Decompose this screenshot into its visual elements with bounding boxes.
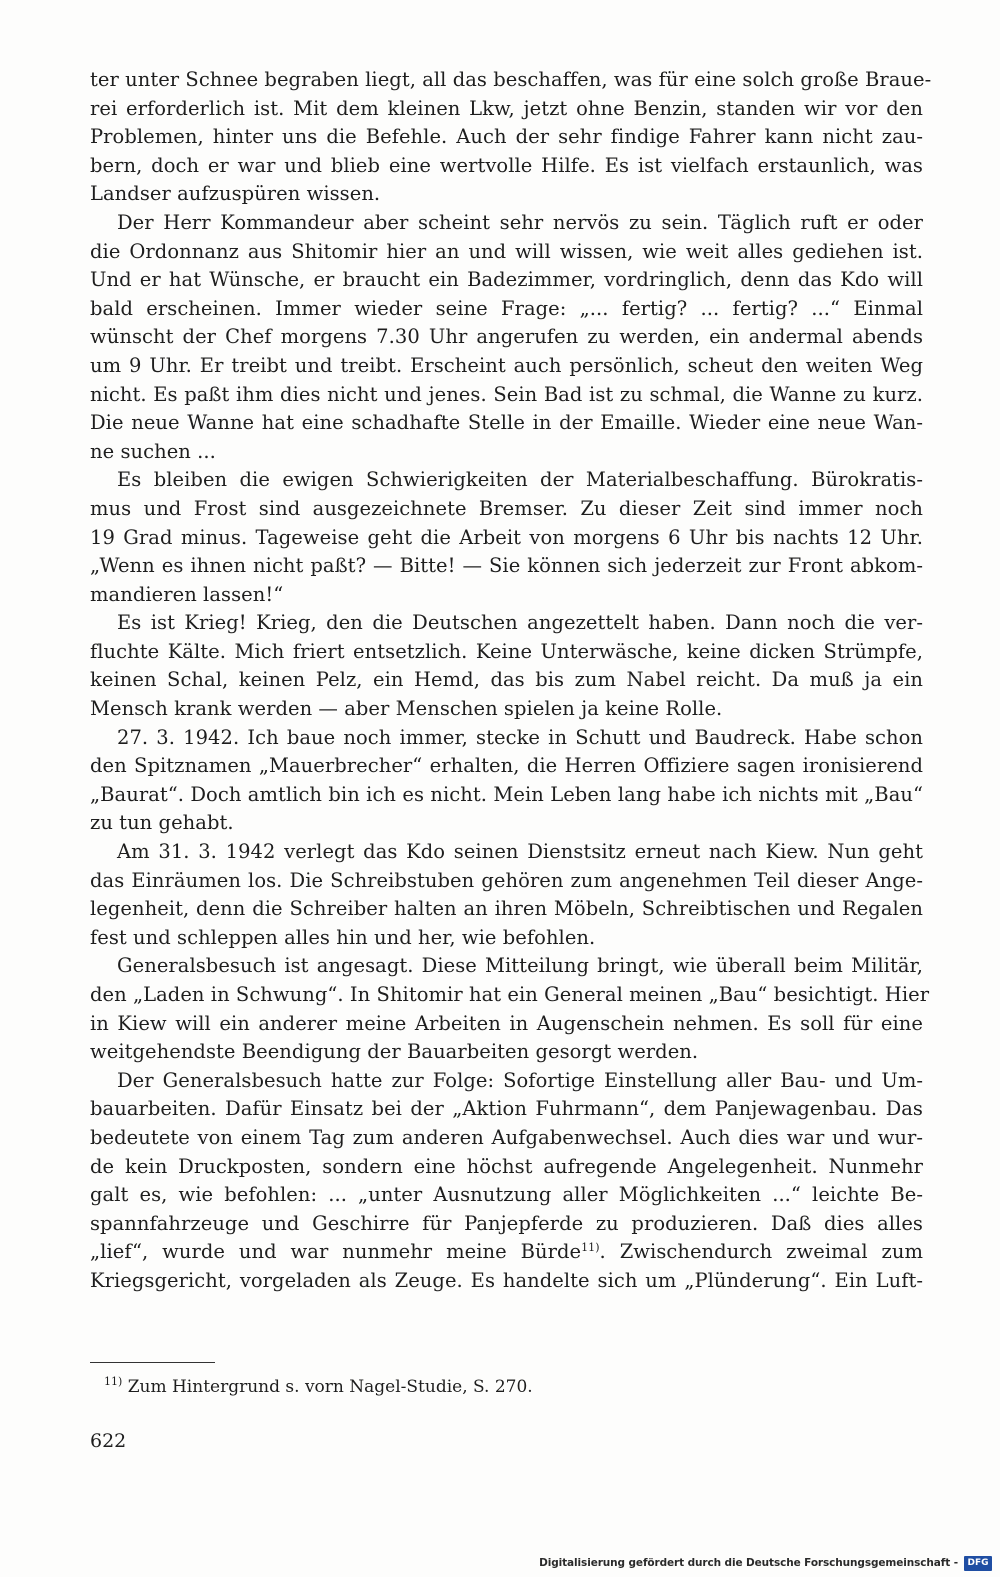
text-line: bald erscheinen. Immer wieder seine Frage: „... fertig? ... fertig? ...“ Einmal	[90, 296, 923, 320]
text-line: Mensch krank werden — aber Menschen spielen ja keine Rolle.	[90, 697, 723, 721]
footnote-reference[interactable]: 11)	[581, 1241, 600, 1255]
text-line: „Baurat“. Doch amtlich bin ich es nicht. Mein Leben lang habe ich nichts mit „Bau“	[90, 782, 923, 806]
text-line-with-footnote-ref	[90, 1238, 923, 1267]
text-line: spannfahrzeuge und Geschirre für Panjepferde zu produzieren. Daß dies alles	[90, 1211, 923, 1235]
text-line: das Einräumen los. Die Schreibstuben gehören zum angenehmen Teil dieser Ange-	[90, 868, 923, 892]
text-line: de kein Druckposten, sondern eine höchst aufregende Angelegenheit. Nunmehr	[90, 1154, 923, 1178]
text-line: „Wenn es ihnen nicht paßt? — Bitte! — Sie können sich jederzeit zur Front abkom-	[90, 554, 923, 578]
text-line: bauarbeiten. Dafür Einsatz bei der „Aktion Fuhrmann“, dem Panjewagenbau. Das	[90, 1097, 923, 1121]
footnote-text: Zum Hintergrund s. vorn Nagel-Studie, S. 270.	[122, 1377, 533, 1397]
footnote-divider	[90, 1362, 215, 1363]
dfg-logo-icon: DFG	[964, 1556, 992, 1571]
funding-notice	[539, 1554, 992, 1572]
footnote-marker: 11)	[104, 1375, 123, 1388]
text-line: galt es, wie befohlen: ... „unter Ausnutzung aller Möglichkeiten ...“ leichte Be-	[90, 1183, 923, 1207]
text-line: fest und schleppen alles hin und her, wie befohlen.	[90, 925, 596, 949]
text-line: zu tun gehabt.	[90, 811, 234, 835]
text-line: die Ordonnanz aus Shitomir hier an und will wissen, wie weit alles gediehen ist.	[90, 239, 923, 263]
text-line: Generalsbesuch ist angesagt. Diese Mitteilung bringt, wie überall beim Militär,	[117, 954, 923, 978]
footnote	[104, 1376, 533, 1398]
text-segment: . Zwischendurch zweimal zum	[599, 1240, 923, 1264]
text-line: mandieren lassen!“	[90, 582, 284, 606]
text-line: 19 Grad minus. Tageweise geht die Arbeit von morgens 6 Uhr bis nachts 12 Uhr.	[90, 525, 923, 549]
text-line: Am 31. 3. 1942 verlegt das Kdo seinen Dienstsitz erneut nach Kiew. Nun geht	[117, 840, 923, 864]
text-line: keinen Schal, keinen Pelz, ein Hemd, das bis zum Nabel reicht. Da muß ja ein	[90, 668, 923, 692]
text-line: Es ist Krieg! Krieg, den die Deutschen angezettelt haben. Dann noch die ver-	[117, 611, 923, 635]
text-line: ter unter Schnee begraben liegt, all das beschaffen, was für eine solch große Braue-	[90, 68, 932, 91]
text-line: bedeutete von einem Tag zum anderen Aufgabenwechsel. Auch dies war und wur-	[90, 1125, 923, 1149]
text-line: Der Generalsbesuch hatte zur Folge: Sofortige Einstellung aller Bau- und Um-	[117, 1068, 923, 1092]
text-line: Die neue Wanne hat eine schadhafte Stelle in der Emaille. Wieder eine neue Wan-	[90, 411, 923, 435]
text-line: Es bleiben die ewigen Schwierigkeiten der Materialbeschaffung. Bürokratis-	[117, 468, 923, 492]
text-line: nicht. Es paßt ihm dies nicht und jenes. Sein Bad ist zu schmal, die Wanne zu kurz.	[90, 382, 923, 406]
text-line: Problemen, hinter uns die Befehle. Auch der sehr findige Fahrer kann nicht zau-	[90, 125, 923, 149]
text-segment: „lief“, wurde und war nunmehr meine Bürde	[90, 1240, 582, 1264]
text-line: wünscht der Chef morgens 7.30 Uhr angerufen zu werden, ein andermal abends	[90, 325, 923, 349]
text-line: Der Herr Kommandeur aber scheint sehr nervös zu sein. Täglich ruft er oder	[117, 210, 923, 234]
text-line: den Spitznamen „Mauerbrecher“ erhalten, die Herren Offiziere sagen ironisierend	[90, 754, 923, 778]
text-line: bern, doch er war und blieb eine wertvolle Hilfe. Es ist vielfach erstaunlich, was	[90, 153, 923, 177]
text-line: rei erforderlich ist. Mit dem kleinen Lkw, jetzt ohne Benzin, standen wir vor den	[90, 96, 923, 120]
text-line: Kriegsgericht, vorgeladen als Zeuge. Es handelte sich um „Plünderung“. Ein Luft-	[90, 1268, 923, 1292]
text-line: mus und Frost sind ausgezeichnete Bremser. Zu dieser Zeit sind immer noch	[90, 496, 923, 520]
funding-notice-text: Digitalisierung gefördert durch die Deutsche Forschungsgemeinschaft -	[539, 1557, 958, 1569]
text-line: den „Laden in Schwung“. In Shitomir hat ein General meinen „Bau“ besichtigt. Hier	[90, 983, 930, 1006]
text-line: weitgehendste Beendigung der Bauarbeiten gesorgt werden.	[90, 1040, 699, 1064]
text-line: in Kiew will ein anderer meine Arbeiten in Augenschein nehmen. Es soll für eine	[90, 1011, 923, 1035]
text-line: legenheit, denn die Schreiber halten an ihren Möbeln, Schreibtischen und Regalen	[90, 897, 923, 921]
text-line: um 9 Uhr. Er treibt und treibt. Erscheint auch persönlich, scheut den weiten Weg	[90, 353, 923, 377]
body-text	[90, 66, 932, 1296]
text-line: 27. 3. 1942. Ich baue noch immer, stecke in Schutt und Baudreck. Habe schon	[117, 725, 923, 749]
text-line: Landser aufzuspüren wissen.	[90, 182, 381, 206]
text-line: Und er hat Wünsche, er braucht ein Badezimmer, vordringlich, denn das Kdo will	[90, 268, 923, 292]
text-line: fluchte Kälte. Mich friert entsetzlich. Keine Unterwäsche, keine dicken Strümpfe,	[90, 639, 923, 663]
text-line: ne suchen ...	[90, 439, 216, 463]
page-number: 622	[90, 1430, 127, 1452]
